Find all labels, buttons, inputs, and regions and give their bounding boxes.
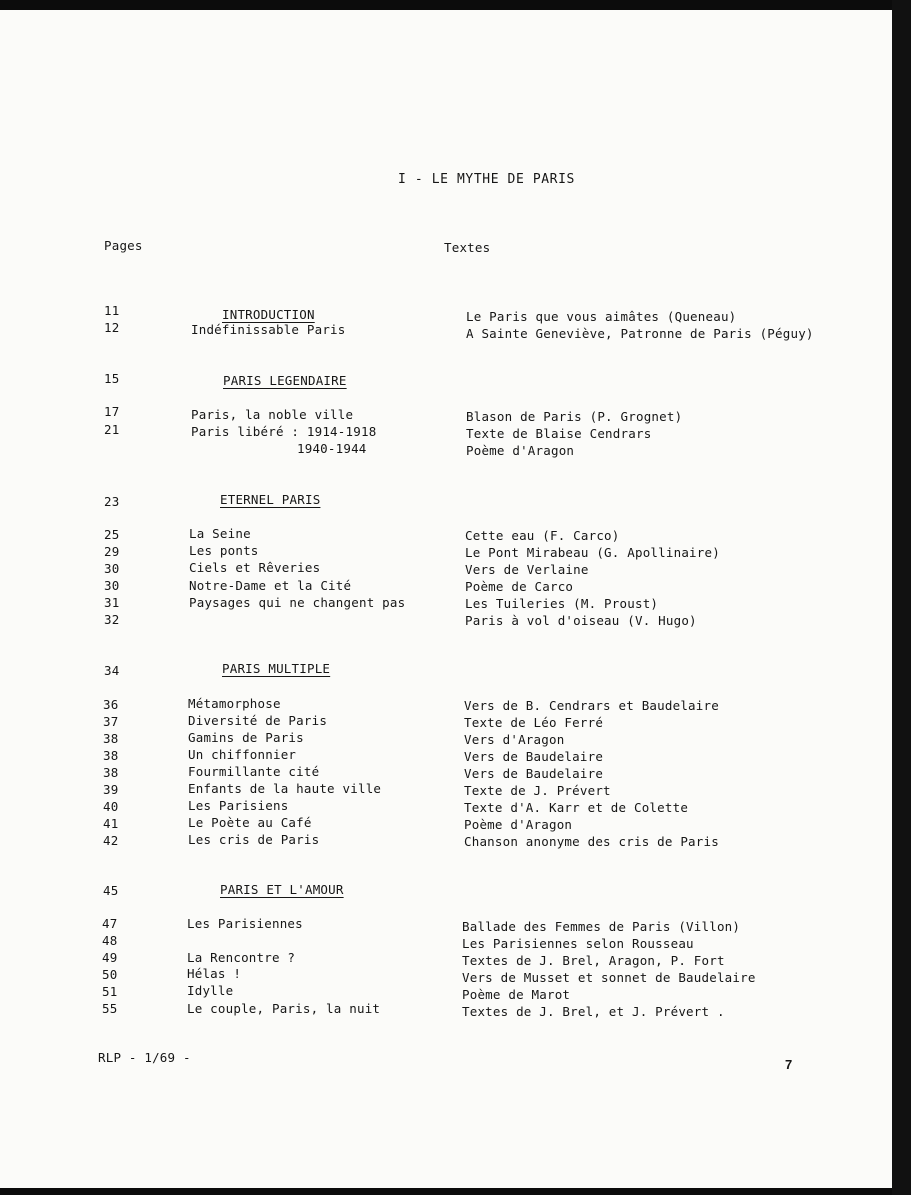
page-number-cell: 31 — [104, 595, 120, 610]
page-number-cell: 45 — [103, 883, 119, 898]
page-number-cell: 42 — [103, 833, 119, 848]
text-reference: Cette eau (F. Carco) — [465, 528, 620, 543]
section-heading: PARIS ET L'AMOUR — [220, 882, 344, 897]
theme-title: Fourmillante cité — [188, 764, 320, 779]
text-reference: Textes de J. Brel, Aragon, P. Fort — [462, 953, 725, 968]
page-number-cell: 38 — [103, 765, 119, 780]
theme-title: 1940-1944 — [297, 441, 367, 456]
page-title: I - LE MYTHE DE PARIS — [398, 172, 575, 187]
page-number-cell: 39 — [103, 782, 119, 797]
text-reference: Vers de Verlaine — [465, 562, 589, 577]
page-number-cell: 55 — [102, 1001, 118, 1016]
text-reference: A Sainte Geneviève, Patronne de Paris (Péguy) — [466, 326, 814, 341]
page-number-cell: 41 — [103, 816, 119, 831]
theme-title: Notre-Dame et la Cité — [189, 578, 352, 593]
page-number-cell: 11 — [104, 303, 120, 318]
page-number-cell: 50 — [102, 967, 118, 982]
text-reference: Texte d'A. Karr et de Colette — [464, 800, 689, 815]
theme-title: Les ponts — [189, 543, 259, 558]
theme-title: Idylle — [187, 983, 234, 998]
theme-title: Les Parisiens — [188, 798, 289, 813]
scan-border — [892, 0, 911, 1195]
text-reference: Vers de B. Cendrars et Baudelaire — [464, 698, 719, 713]
page-number-cell: 37 — [103, 714, 119, 729]
theme-title: Indéfinissable Paris — [191, 322, 346, 337]
theme-title: Paris, la noble ville — [191, 407, 354, 422]
page-number-cell: 40 — [103, 799, 119, 814]
text-reference: Texte de J. Prévert — [464, 783, 611, 798]
text-reference: Vers de Musset et sonnet de Baudelaire — [462, 970, 756, 985]
theme-title: Un chiffonnier — [188, 747, 297, 762]
text-reference: Le Pont Mirabeau (G. Apollinaire) — [465, 545, 720, 560]
column-header-pages: Pages — [104, 238, 143, 253]
page-number-cell: 12 — [104, 320, 120, 335]
theme-title: Diversité de Paris — [188, 713, 328, 728]
page-number: 7 — [785, 1057, 793, 1072]
document-reference-footer: RLP - 1/69 - — [98, 1050, 191, 1065]
theme-title: Ciels et Rêveries — [189, 560, 321, 575]
page-number-cell: 21 — [104, 422, 120, 437]
theme-title: La Seine — [189, 526, 251, 541]
text-reference: Poème d'Aragon — [466, 443, 575, 458]
section-heading: INTRODUCTION — [222, 307, 315, 322]
text-reference: Paris à vol d'oiseau (V. Hugo) — [465, 613, 697, 628]
page-number-cell: 47 — [102, 916, 118, 931]
page-number-cell: 51 — [102, 984, 118, 999]
section-heading: ETERNEL PARIS — [220, 492, 321, 507]
text-reference: Les Parisiennes selon Rousseau — [462, 936, 694, 951]
text-reference: Poème d'Aragon — [464, 817, 573, 832]
theme-title: Paris libéré : 1914-1918 — [191, 424, 377, 439]
column-header-textes: Textes — [444, 240, 491, 255]
theme-title: Le couple, Paris, la nuit — [187, 1001, 381, 1016]
theme-title: Paysages qui ne changent pas — [189, 595, 406, 610]
page-number-cell: 17 — [104, 404, 120, 419]
text-reference: Chanson anonyme des cris de Paris — [464, 834, 719, 849]
page-number-cell: 38 — [103, 748, 119, 763]
text-reference: Poème de Marot — [462, 987, 571, 1002]
text-reference: Texte de Léo Ferré — [464, 715, 604, 730]
text-reference: Ballade des Femmes de Paris (Villon) — [462, 919, 741, 934]
page-number-cell: 36 — [103, 697, 119, 712]
page-number-cell: 23 — [104, 494, 120, 509]
text-reference: Textes de J. Brel, et J. Prévert . — [462, 1004, 725, 1019]
section-heading: PARIS LEGENDAIRE — [223, 373, 347, 388]
page-number-cell: 25 — [104, 527, 120, 542]
theme-title: Le Poète au Café — [188, 815, 312, 830]
text-reference: Blason de Paris (P. Grognet) — [466, 409, 683, 424]
text-reference: Les Tuileries (M. Proust) — [465, 596, 659, 611]
page-number-cell: 38 — [103, 731, 119, 746]
theme-title: La Rencontre ? — [187, 950, 296, 965]
text-reference: Vers de Baudelaire — [464, 749, 604, 764]
text-reference: Le Paris que vous aimâtes (Queneau) — [466, 309, 737, 324]
theme-title: Hélas ! — [187, 966, 242, 981]
page-number-cell: 34 — [104, 663, 120, 678]
page-number-cell: 49 — [102, 950, 118, 965]
theme-title: Gamins de Paris — [188, 730, 304, 745]
page-number-cell: 32 — [104, 612, 120, 627]
text-reference: Texte de Blaise Cendrars — [466, 426, 652, 441]
theme-title: Enfants de la haute ville — [188, 781, 382, 796]
theme-title: Les Parisiennes — [187, 916, 303, 931]
text-reference: Vers de Baudelaire — [464, 766, 604, 781]
text-reference: Vers d'Aragon — [464, 732, 565, 747]
theme-title: Les cris de Paris — [188, 832, 320, 847]
section-heading: PARIS MULTIPLE — [222, 661, 331, 676]
page-number-cell: 29 — [104, 544, 120, 559]
page-number-cell: 48 — [102, 933, 118, 948]
theme-title: Métamorphose — [188, 696, 281, 711]
page-number-cell: 15 — [104, 371, 120, 386]
text-reference: Poème de Carco — [465, 579, 574, 594]
page-number-cell: 30 — [104, 578, 120, 593]
page-number-cell: 30 — [104, 561, 120, 576]
